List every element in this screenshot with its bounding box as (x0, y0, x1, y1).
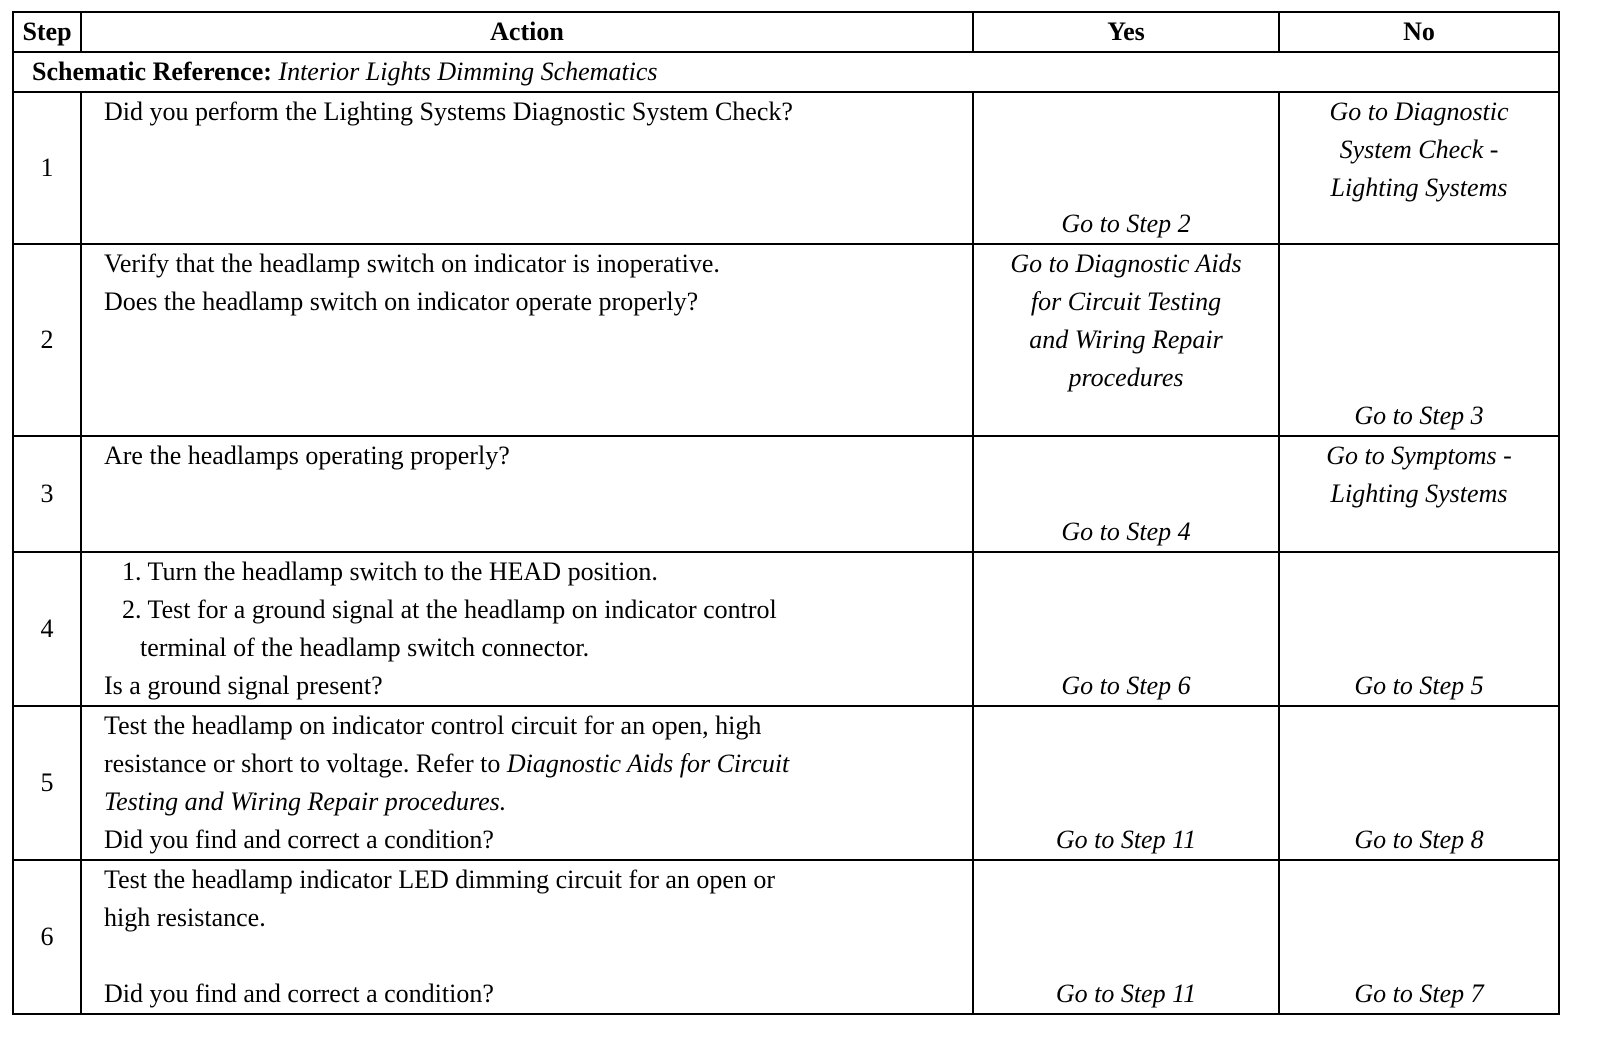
no-link-line: Lighting Systems (1330, 173, 1508, 202)
header-action: Action (81, 12, 973, 52)
action-list-item-continued: terminal of the headlamp switch connector. (140, 633, 590, 662)
action-cell (81, 552, 973, 706)
yes-link[interactable]: Go to Step 2 (1061, 209, 1191, 238)
no-link-line: Go to Diagnostic (1329, 97, 1509, 126)
schematic-reference-link[interactable]: Interior Lights Dimming Schematics (278, 57, 658, 86)
yes-link-line: procedures (1068, 363, 1184, 392)
diagnostic-table (12, 11, 1560, 1015)
yes-link-line: Go to Diagnostic Aids (1010, 249, 1242, 278)
no-cell (1279, 860, 1559, 1014)
yes-cell (973, 552, 1279, 706)
no-link[interactable]: Go to Step 5 (1354, 671, 1484, 700)
no-link[interactable] (1280, 93, 1558, 207)
action-cell (81, 706, 973, 860)
no-link-line: Lighting Systems (1330, 479, 1508, 508)
no-cell (1279, 552, 1559, 706)
action-list-item: 1. Turn the headlamp switch to the HEAD position. (122, 557, 658, 586)
step-number: 4 (13, 552, 81, 706)
no-link[interactable]: Go to Step 7 (1354, 979, 1484, 1008)
header-no: No (1279, 12, 1559, 52)
step-number: 6 (13, 860, 81, 1014)
table-row-step-4 (13, 552, 1559, 706)
action-question: Is a ground signal present? (104, 671, 383, 700)
action-text: resistance or short to voltage. Refer to (104, 749, 507, 778)
table-row-step-6 (13, 860, 1559, 1014)
no-link[interactable] (1280, 437, 1558, 513)
table-row-step-3 (13, 436, 1559, 552)
yes-link[interactable] (974, 245, 1278, 397)
no-cell (1279, 706, 1559, 860)
no-cell (1279, 92, 1559, 244)
no-link[interactable]: Go to Step 8 (1354, 825, 1484, 854)
yes-cell (973, 436, 1279, 552)
yes-link[interactable]: Go to Step 4 (1061, 517, 1191, 546)
header-step: Step (13, 12, 81, 52)
action-text: high resistance. (104, 903, 266, 932)
no-cell (1279, 436, 1559, 552)
yes-cell (973, 92, 1279, 244)
diagnostic-aids-link-continued[interactable]: Testing and Wiring Repair procedures. (104, 787, 507, 816)
header-row (13, 12, 1559, 52)
action-text: Did you perform the Lighting Systems Diagnostic System Check? (104, 97, 793, 126)
diagnostic-aids-link[interactable]: Diagnostic Aids for Circuit (506, 749, 790, 778)
yes-link-line: for Circuit Testing (1030, 287, 1222, 316)
action-text-line (104, 745, 964, 783)
header-yes: Yes (973, 12, 1279, 52)
yes-cell (973, 706, 1279, 860)
action-question: Does the headlamp switch on indicator operate properly? (104, 287, 699, 316)
schematic-reference (13, 52, 1559, 92)
action-cell (81, 244, 973, 436)
action-question: Are the headlamps operating properly? (104, 441, 510, 470)
yes-link[interactable]: Go to Step 11 (1055, 979, 1197, 1008)
step-number: 5 (13, 706, 81, 860)
step-number: 2 (13, 244, 81, 436)
table-row-step-1 (13, 92, 1559, 244)
schematic-reference-label: Schematic Reference: (32, 57, 272, 86)
step-number: 3 (13, 436, 81, 552)
yes-link[interactable]: Go to Step 6 (1061, 671, 1191, 700)
action-text: Test the headlamp indicator LED dimming circuit for an open or (104, 865, 776, 894)
action-text: Verify that the headlamp switch on indicator is inoperative. (104, 249, 720, 278)
no-link-line: Go to Symptoms - (1326, 441, 1512, 470)
action-question: Did you find and correct a condition? (104, 979, 494, 1008)
yes-cell (973, 244, 1279, 436)
yes-link-line: and Wiring Repair (1029, 325, 1223, 354)
schematic-reference-row (13, 52, 1559, 92)
table-row-step-2 (13, 244, 1559, 436)
action-text: Test the headlamp on indicator control circuit for an open, high (104, 711, 762, 740)
table-row-step-5 (13, 706, 1559, 860)
no-cell (1279, 244, 1559, 436)
yes-link[interactable]: Go to Step 11 (1055, 825, 1197, 854)
yes-cell (973, 860, 1279, 1014)
action-cell (81, 436, 973, 552)
step-number: 1 (13, 92, 81, 244)
action-cell (81, 92, 973, 244)
no-link-line: System Check - (1339, 135, 1499, 164)
action-cell (81, 860, 973, 1014)
action-question: Did you find and correct a condition? (104, 825, 494, 854)
action-list-item: 2. Test for a ground signal at the headlamp on indicator control (122, 595, 777, 624)
no-link[interactable]: Go to Step 3 (1354, 401, 1484, 430)
blank-line (104, 937, 964, 975)
